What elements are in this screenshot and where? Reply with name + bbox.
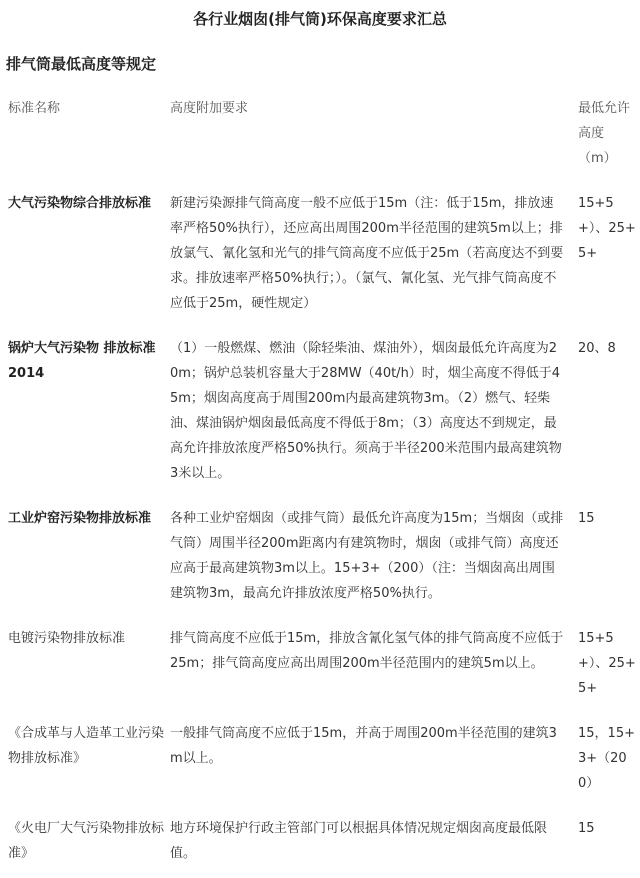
min-height: 15+5+）、25+5+ xyxy=(578,631,636,696)
header-min-height: 最低允许高度（m） xyxy=(578,101,631,166)
table-body xyxy=(0,183,640,878)
table-row xyxy=(0,498,640,618)
min-height: 15+5+）、25+5+ xyxy=(578,196,636,261)
header-standard-name: 标准名称 xyxy=(8,101,61,116)
height-requirement: （1）一般燃煤、燃油（除轻柴油、煤油外），烟囱最低允许高度为20m；锅炉总装机容量大于28MW（40t/h）时，烟尘高度不得低于45m；烟囱高度高于周围200m内最高建筑物3m。（2）燃气、轻柴油、煤油锅炉烟囱最低高度不得低于8m；（3）高度达不到规定，最高允许排放浓度严格50%执行。须高于半径200米范围内最高建筑物3米以上。 xyxy=(170,341,562,481)
min-height: 15 xyxy=(578,511,595,526)
table-header xyxy=(0,94,640,183)
min-height: 15 xyxy=(578,821,595,836)
standard-name: 大气污染物综合排放标准 xyxy=(8,196,152,211)
height-requirement: 一般排气筒高度不应低于15m，并高于周围200m半径范围的建筑3m以上。 xyxy=(170,726,557,766)
height-requirement: 排气筒高度不应低于15m，排放含氰化氢气体的排气筒高度不应低于25m；排气筒高度应高出周围200m半径范围内的建筑5m以上。 xyxy=(170,631,564,671)
table-row xyxy=(0,808,640,878)
standard-name: 《火电厂大气污染物排放标准》 xyxy=(8,821,165,861)
table-row xyxy=(0,713,640,808)
height-requirement: 地方环境保护行政主管部门可以根据具体情况规定烟囱高度最低限值。 xyxy=(170,821,548,861)
min-height: 20、8 xyxy=(578,341,616,356)
table-header-row xyxy=(0,94,640,183)
table-row xyxy=(0,183,640,328)
standard-name: 电镀污染物排放标准 xyxy=(8,631,126,646)
standard-name: 工业炉窑污染物排放标准 xyxy=(8,511,152,526)
standards-table xyxy=(0,94,640,878)
standard-name: 《合成革与人造革工业污染物排放标准》 xyxy=(8,726,165,766)
table-row xyxy=(0,618,640,713)
section-title: 排气筒最低高度等规定 xyxy=(6,55,157,73)
table-row xyxy=(0,328,640,498)
header-requirement: 高度附加要求 xyxy=(170,101,249,116)
standard-name: 锅炉大气污染物 排放标准2014 xyxy=(8,341,156,381)
height-requirement: 新建污染源排气筒高度一般不应低于15m（注：低于15m，排放速率严格50%执行），还应高出周围200m半径范围的建筑5m以上；排放氯气、氰化氢和光气的排气筒高度不应低于25m（若高度达不到要求。排放速率严格50%执行；）。（氯气、氰化氢、光气排气筒高度不应低于25m，硬性规定） xyxy=(170,196,564,311)
page-title: 各行业烟囱(排气筒)环保高度要求汇总 xyxy=(193,10,447,28)
height-requirement: 各种工业炉窑烟囱（或排气筒）最低允许高度为15m；当烟囱（或排气筒）周围半径200m距离内有建筑物时，烟囱（或排气筒）高度还应高于最高建筑物3m以上。15+3+（200）（注：当烟囱高出周围建筑物3m，最高允许排放浓度严格50%执行。 xyxy=(170,511,564,601)
min-height: 15，15+3+（200） xyxy=(578,726,635,791)
